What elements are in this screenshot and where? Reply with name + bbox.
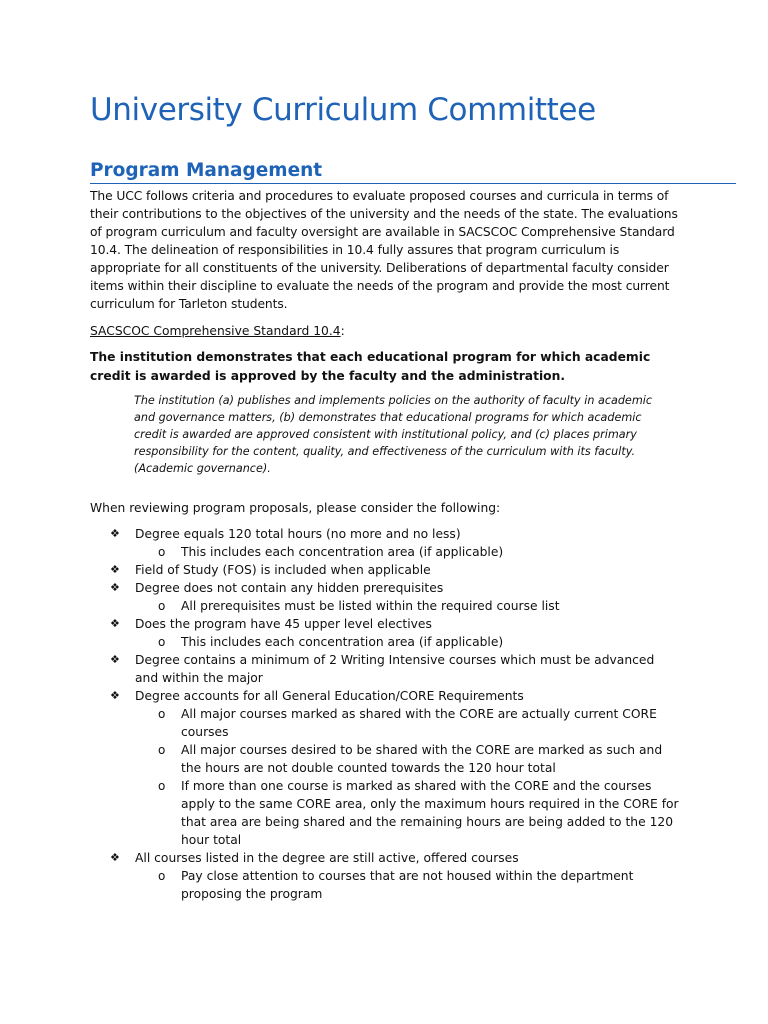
- diamond-bullet-icon: ❖: [110, 851, 120, 864]
- circle-bullet-icon: o: [158, 743, 166, 757]
- standard-link[interactable]: SACSCOC Comprehensive Standard 10.4: [90, 324, 341, 338]
- checklist-sub-text: This includes each concentration area (if applicable): [181, 635, 504, 649]
- checklist-text: Degree accounts for all General Education/CORE Requirements: [135, 689, 524, 703]
- diamond-bullet-icon: ❖: [110, 617, 120, 630]
- checklist-sub-text: All major courses marked as shared with the CORE are actually current CORE courses: [181, 707, 657, 739]
- checklist-sub-item: [0, 597, 680, 615]
- standard-statement: The institution demonstrates that each educational program for which academic credit is awarded is approved by the faculty and the administration.: [90, 350, 651, 383]
- checklist-sub-text: All prerequisites must be listed within the required course list: [181, 599, 560, 613]
- checklist-sub-item: [0, 705, 680, 741]
- checklist-sub-text: If more than one course is marked as shared with the CORE and the courses apply to the same CORE area, only the maximum hours required in the CORE for that area are being shared and the remaining hours are being added to the 120 hour total: [181, 779, 679, 847]
- diamond-bullet-icon: ❖: [110, 581, 120, 594]
- checklist-sub-text: This includes each concentration area (if applicable): [181, 545, 504, 559]
- circle-bullet-icon: o: [158, 779, 166, 793]
- checklist-text: Degree equals 120 total hours (no more and no less): [135, 527, 461, 541]
- circle-bullet-icon: o: [158, 599, 166, 613]
- intro-paragraph: The UCC follows criteria and procedures to evaluate proposed courses and curricula in terms of their contributions to the objectives of the university and the needs of the state. The evaluations of program curriculum and faculty oversight are available in SACSCOC Comprehensive Standard 10.4. The delineation of responsibilities in 10.4 fully assures that program curriculum is appropriate for all constituents of the university. Deliberations of departmental faculty consider items within their discipline to evaluate the needs of the program and provide the most current curriculum for Tarleton students.: [90, 189, 678, 311]
- checklist-item: [0, 525, 680, 543]
- checklist-sub-item: [0, 741, 680, 777]
- checklist-text: Does the program have 45 upper level electives: [135, 617, 432, 631]
- checklist-sub-item: [0, 633, 680, 651]
- circle-bullet-icon: o: [158, 635, 166, 649]
- circle-bullet-icon: o: [158, 869, 166, 883]
- checklist-text: Field of Study (FOS) is included when applicable: [135, 563, 431, 577]
- standard-link-suffix: :: [340, 324, 345, 338]
- checklist-sub-item: [0, 543, 680, 561]
- review-intro: When reviewing program proposals, please consider the following:: [90, 501, 501, 515]
- standard-reference: [90, 322, 345, 340]
- checklist-item: [0, 651, 680, 687]
- circle-bullet-icon: o: [158, 545, 166, 559]
- checklist-item: [0, 615, 680, 633]
- diamond-bullet-icon: ❖: [110, 653, 120, 666]
- checklist-item: [0, 579, 680, 597]
- checklist-item: [0, 849, 680, 867]
- checklist-sub-item: [0, 867, 680, 903]
- checklist-sub-text: Pay close attention to courses that are not housed within the department proposing the program: [181, 869, 634, 901]
- checklist-item: [0, 687, 680, 705]
- checklist-text: Degree does not contain any hidden prerequisites: [135, 581, 444, 595]
- page-title: University Curriculum Committee: [90, 92, 596, 128]
- review-checklist: [0, 525, 768, 903]
- diamond-bullet-icon: ❖: [110, 689, 120, 702]
- checklist-text: Degree contains a minimum of 2 Writing Intensive courses which must be advanced and within the major: [135, 653, 655, 685]
- diamond-bullet-icon: ❖: [110, 527, 120, 540]
- standard-detail: The institution (a) publishes and implements policies on the authority of faculty in academic and governance matters, (b) demonstrates that educational programs for which academic credit is awarded are approved consistent with institutional policy, and (c) places primary responsibility for the content, quality, and effectiveness of the curriculum with its faculty. (Academic governance).: [134, 394, 652, 475]
- checklist-sub-item: [0, 777, 680, 849]
- checklist-sub-text: All major courses desired to be shared with the CORE are marked as such and the hours are not double counted towards the 120 hour total: [181, 743, 663, 775]
- checklist-text: All courses listed in the degree are still active, offered courses: [135, 851, 519, 865]
- circle-bullet-icon: o: [158, 707, 166, 721]
- diamond-bullet-icon: ❖: [110, 563, 120, 576]
- section-heading: Program Management: [90, 160, 736, 184]
- checklist-item: [0, 561, 680, 579]
